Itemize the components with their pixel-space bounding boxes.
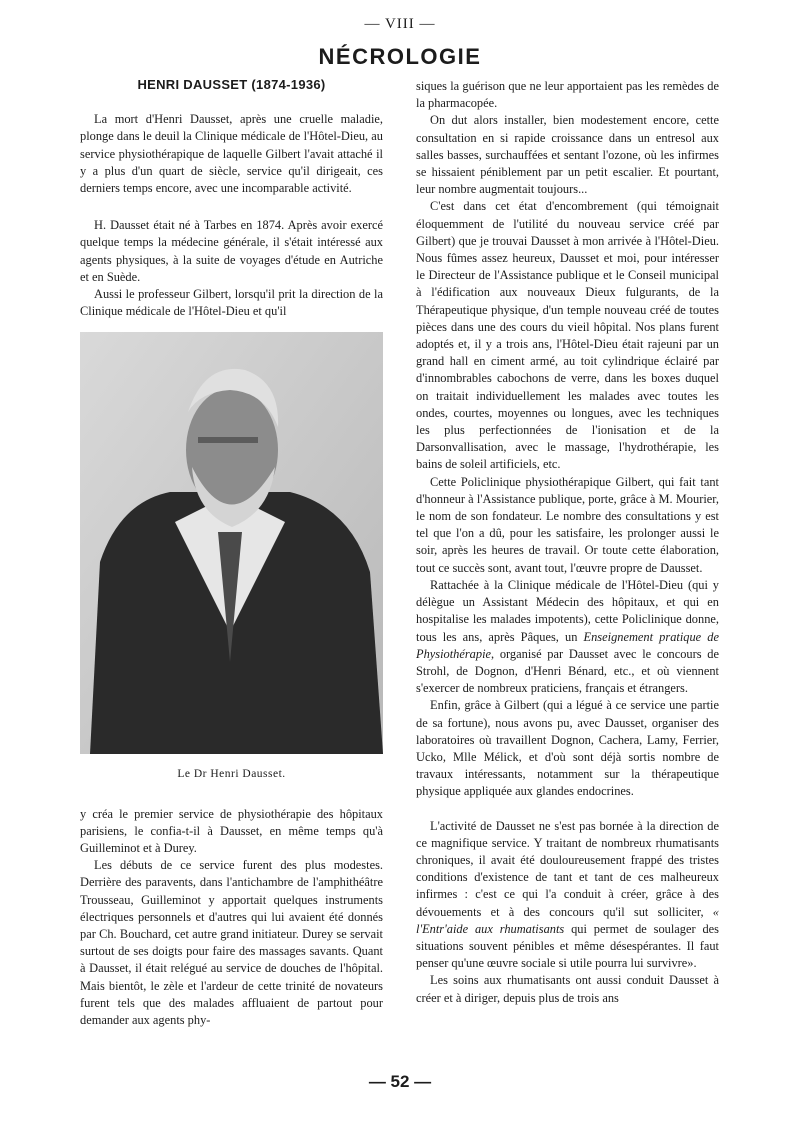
paragraph-gilbert: Aussi le professeur Gilbert, lorsqu'il prit la direction de la Clinique médicale de l'Hôtel-Dieu et qu'il [80,287,383,319]
paragraph-new-hall: C'est dans cet état d'encombrement (qui témoignait éloquemment de l'utilité du nouveau service créé par Gilbert) que je trouvai Dausset à mon arrivée à l'Hôtel-Dieu. Nous fûmes assez heureux, Dausset et moi, pour intéresser le Directeur de l'Assistance publique et le Conseil municipal à l'édification aux nouveaux Dieux fulgurants, de la Thérapeutique physique, d'un temple nouveau créé de toutes pièces dans une des cours du vieil hôpital. Nos plans furent adoptés et, il y a trois ans, l'Hôtel-Dieu était rajeuni par un grand hall en ciment armé, au toit cylindrique éclairé par d'innombrables cabochons de verre, dans les boxes duquel on traitait individuellement les malades avec toutes les ondes, courtes, moyennes ou longues, avec les techniques les plus perfectionnées de l'ionisation et de la Darsonvallisation, avec le massage, l'hydrothérapie, les bains de soleil artificiels, etc. [416,199,719,472]
paragraph-service-creation: y créa le premier service de physiothérapie des hôpitaux parisiens, le confia-t-il à Dausset, en même temps qu'à Guilleminot et à Durey. [80,806,383,856]
portrait-caption: Le Dr Henri Dausset. [177,768,286,781]
section-title: NÉCROLOGIE [318,44,482,69]
portrait-photo [80,332,383,754]
right-column [416,78,719,1007]
paragraph-laboratories: Enfin, grâce à Gilbert (qui a légué à ce service une partie de sa fortune), nous avons pu, avec Dausset, organiser des laboratoires où travaillent Dognon, Cachera, Lamy, Ferrier, Ucko, Mlle Mélick, et d'où sont déjà sortis nombre de travaux intéressants, notamment sur la thérapeutique physique appliquée aux glandes endocrines. [416,698,719,799]
paragraph-policlinique: Cette Policlinique physiothérapique Gilbert, qui fait tant d'honneur à l'Assistance publique, porte, grâce à M. Mourier, le nom de son fondateur. Le nombre des consultations y est tel que l'on a dû, pour les satisfaire, les prolonger aussi le soir, après les heures de travail. Or toute cette élaboration, tout ce succès sont, avant tout, l'œuvre propre de Dausset. [416,474,719,575]
teaching-text-b: , organisé par Dausset avec le concours de Strohl, de Dognon, d'Henri Bénard, etc., et où viennent s'exercer de nombreux praticiens, français et étrangers. [416,646,719,696]
article-title: HENRI DAUSSET (1874-1936) [137,77,326,92]
paragraph-intro: La mort d'Henri Dausset, après une cruelle maladie, plonge dans le deuil la Clinique médicale de l'Hôtel-Dieu, au service physiothérapique de laquelle Gilbert l'avait attaché il y a plus d'un quart de siècle, service qu'il dirigeait, ces derniers temps encore, avec une incomparable activité. [80,112,383,196]
teaching-text-a: Rattachée à la Clinique médicale de l'Hôtel-Dieu (qui y délègue un Assistant Médecin des hôpitaux, et qui en hospitalise les malades impotents), cette Policlinique donne, tous les ans, après Pâques, un [416,577,719,644]
page-header-roman: — VIII — [364,16,436,32]
rheumatism-text-b: qui permet de soulager des situations souvent pénibles et même désespérantes. Il faut penser qu'une œuvre sociale si utile pourra lui survivre». [416,921,719,971]
paragraph-teaching [416,577,719,697]
paragraph-beginnings: Les débuts de ce service furent des plus modestes. Derrière des paravents, dans l'antichambre de l'amphithéâtre Trousseau, Guilleminot y apportait quelques instruments électriques personnels et d'autres qui lui avaient été donnés par Ch. Bouchard, cet autre grand initiateur. Durey se servait surtout de ses doigts pour faire des massages savants. Quant à Dausset, il était relégué au service de douches de l'hôpital. Mais bientôt, le zèle et l'ardeur de cette trinité de novateurs furent tels que des malades affluaient de partout pour demander aux agents phy- [80,858,383,1028]
paragraph-rheumatism [416,818,719,973]
rheumatism-text-a: L'activité de Dausset ne s'est pas bornée à la direction de ce magnifique service. Y traitant de nombreux rhumatisants chroniques, il avait été douloureusement frappé des tristes conditions d'existence de tant et tant de ces malheureux infirmes : c'est ce qui l'a conduit à créer, grâce à des dévouements et à des concours qu'il sut solliciter, [416,818,719,919]
page-number: — 52 — [368,1072,432,1091]
paragraph-care: Les soins aux rhumatisants ont aussi conduit Dausset à créer et à diriger, depuis plus de trois ans [416,973,719,1005]
teaching-title: Enseignement pratique de Physiothérapie [416,629,719,661]
entraide-title: « l'Entr'aide aux rhumatisants [416,904,719,936]
paragraph-entresol: On dut alors installer, bien modestement encore, cette consultation en si rapide croissance dans un entresol aux salles basses, surchauffées et sentant l'ozone, où les infirmes se hissaient péniblement par un petit escalier. Et pourtant, leur nombre augmentait toujours... [416,113,719,197]
paragraph-remedies: siques la guérison que ne leur apportaient pas les remèdes de la pharmacopée. [416,79,719,111]
left-column [80,74,383,1029]
paragraph-birth: H. Dausset était né à Tarbes en 1874. Après avoir exercé quelque temps la médecine générale, il s'était intéressé aux agents physiques, à la suite de voyages d'étude en Autriche et en Suède. [80,218,383,284]
